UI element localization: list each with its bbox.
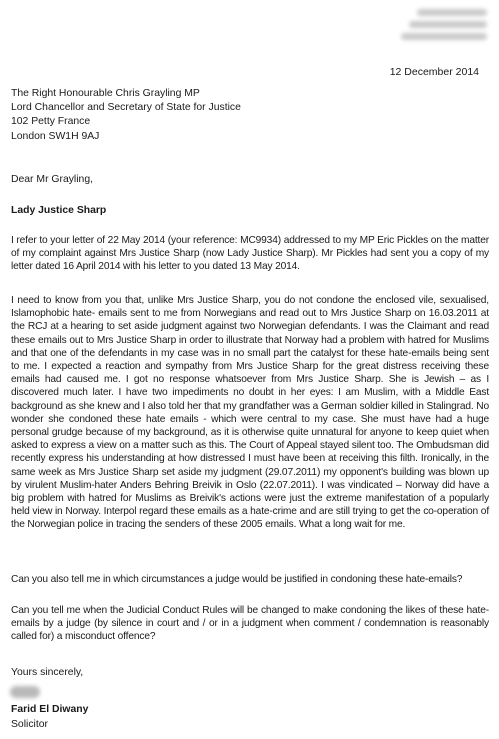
redacted-signature (10, 686, 40, 698)
salutation: Dear Mr Grayling, (11, 174, 93, 185)
recipient-line: 102 Petty France (11, 116, 91, 128)
signatory-name: Farid El Diwany (11, 704, 89, 715)
recipient-line: London SW1H 9AJ (11, 130, 100, 142)
redacted-sender-address (387, 4, 487, 40)
paragraph-3: Can you also tell me in which circumstances a judge would be justified in condoning these hate-emails? (11, 574, 463, 585)
paragraph-1: I refer to your letter of 22 May 2014 (your reference: MC9934) addressed to my MP Eric Pickles on the matter of my complaint against Mrs Justice Sharp (now Lady Justice Sharp). Mr Pickles had sent you a copy of my letter dated 16 April 2014 with his letter to you dated 13 May 2014. (11, 235, 489, 273)
closing: Yours sincerely, (11, 667, 84, 678)
recipient-address (11, 87, 241, 144)
signatory-title: Solicitor (11, 719, 48, 730)
paragraph-4: Can you tell me when the Judicial Conduct Rules will be changed to make condoning the likes of these hate-emails by a judge (by silence in court and / or in a judgment when comment / condemnation is reasonably called for) a misconduct offence? (11, 605, 489, 643)
paragraph-2: I need to know from you that, unlike Mrs Justice Sharp, you do not condone the enclosed vile, sexualised, Islamophobic hate- emails sent to me from Norwegians and read out to Mrs Justice Sharp on 16.03.2011 at the RCJ at a hearing to set aside judgment against two Norwegian defendants. I was the Claimant and read these emails out to Mrs Justice Sharp in order to illustrate that Norway had a problem with hatred for Muslims and that one of the defendants in my case was in no small part the catalyst for these hate-emails being sent to me. I expected a reaction and sympathy from Mrs Justice Sharp for the great distress receiving these emails had caused me. I got no response whatsoever from Mrs Justice Sharp. She is Jewish – as I discovered much later. I have two impediments no doubt in her eyes: I am Muslim, with a Middle East background as she knew and I also told her that my grandfather was a German soldier killed in Stalingrad. No wonder she condoned these hate emails - which were central to my case. She must have had a huge personal grudge because of my background, as it is otherwise quite unnatural for anyone to keep quiet when asked to express a view on a matter such as this. The Court of Appeal stayed silent too. The Ombudsman did recently express his understanding at how distressed I must have been at receiving this filth. Ironically, in the same week as Mrs Justice Sharp set aside my judgment (29.07.2011) my opponent's building was blown up by virulent Muslim-hater Anders Behring Breivik in Oslo (22.07.2011). I was vindicated – Norway did have a big problem with hatred for Muslims as Breivik's actions were just the extreme manifestation of a popularly held view in Norway. Interpol regard these emails as a hate-crime and are still trying to get the co-operation of the Norwegian police in tracing the senders of these 2005 emails. What a long wait for me. (11, 295, 489, 531)
recipient-line: Lord Chancellor and Secretary of State for Justice (11, 102, 241, 114)
letter-heading: Lady Justice Sharp (11, 205, 107, 216)
recipient-line: The Right Honourable Chris Grayling MP (11, 88, 200, 99)
letter-date: 12 December 2014 (389, 66, 479, 78)
